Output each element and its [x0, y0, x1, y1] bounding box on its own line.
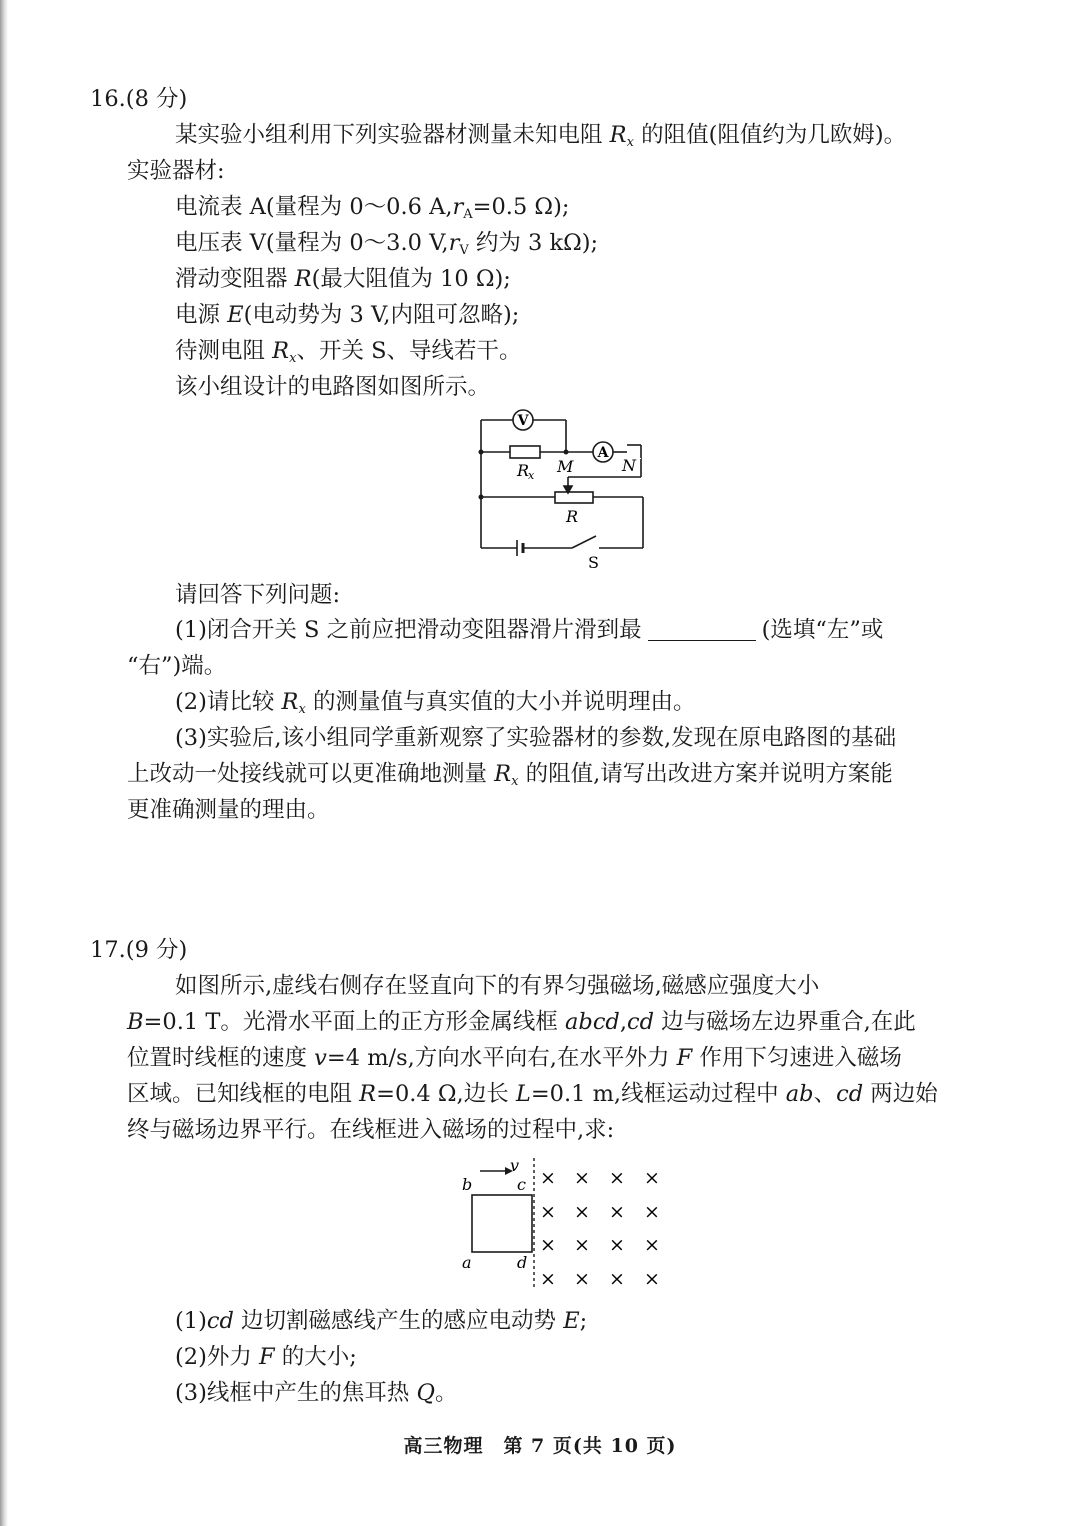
q17-sub3: [175, 1378, 458, 1408]
q17-para-line2: [127, 1007, 916, 1037]
equip-voltmeter-text: 电压表 V(量程为 0～3.0 V,: [175, 230, 449, 256]
q16-number: 16.: [90, 86, 126, 112]
field-cross: ×: [540, 1268, 556, 1290]
q17-para-line1: 如图所示,虚线右侧存在竖直向下的有界匀强磁场,磁感应强度大小: [175, 973, 820, 999]
q16-sub2-text: (2)请比较: [175, 689, 282, 715]
q17-sub1-end: ;: [579, 1308, 588, 1334]
field-cross: ×: [644, 1167, 660, 1189]
field-cross: ×: [609, 1167, 625, 1189]
field-cross: ×: [609, 1201, 625, 1223]
equip-ammeter-text: 电流表 A(量程为 0～0.6 A,: [175, 194, 453, 220]
q16-intro: [175, 120, 906, 150]
equip-others-text-2: 、开关 S、导线若干。: [296, 338, 522, 364]
q17-p3-text: 位置时线框的速度: [127, 1045, 315, 1071]
ammeter-label: A: [597, 445, 609, 461]
q17-para-line4: [127, 1079, 938, 1109]
c-label: c: [517, 1175, 526, 1194]
equip-rheostat-text-2: (最大阻值为 10 Ω);: [311, 266, 511, 292]
q17-sub2-text: (2)外力: [175, 1344, 260, 1370]
e-symbol: E: [227, 302, 244, 328]
rx-symbol-2: R: [272, 338, 290, 364]
q16-sub3-line2: [127, 759, 893, 789]
q16-sub3-text: 上改动一处接线就可以更准确地测量: [127, 761, 495, 787]
r-symbol-2: R: [359, 1081, 377, 1107]
v-symbol: v: [314, 1045, 327, 1071]
rx-subscript: x: [626, 135, 634, 150]
equip-others: [175, 336, 522, 366]
rx-resistor: [510, 446, 540, 458]
rv-symbol: r: [448, 230, 460, 256]
abcd-symbol: abcd: [565, 1009, 620, 1035]
equip-others-text: 待测电阻: [175, 338, 273, 364]
equip-ammeter: [175, 192, 569, 222]
r-symbol: R: [294, 266, 312, 292]
field-cross-grid: [540, 1167, 660, 1290]
rx-symbol-3: R: [281, 689, 299, 715]
q17-score: (9 分): [125, 937, 188, 963]
e-symbol-2: E: [563, 1308, 580, 1334]
q16-sub1-text: (1)闭合开关 S 之前应把滑动变阻器滑片滑到最: [175, 617, 642, 643]
l-symbol: L: [515, 1081, 531, 1107]
d-label: d: [517, 1253, 528, 1272]
junction-left-top: [479, 450, 484, 455]
s-label: S: [588, 553, 599, 572]
answer-blank[interactable]: [648, 618, 756, 641]
junction-left-mid: [479, 495, 484, 500]
circuit-diagram: [470, 402, 660, 574]
page-edge-shadow: [0, 0, 8, 1526]
q16-sub3-line1: (3)实验后,该小组同学重新观察了实验器材的参数,发现在原电路图的基础: [175, 725, 897, 751]
q17-p4-text-3: =0.1 m,线框运动过程中: [530, 1081, 786, 1107]
b-label: b: [462, 1175, 473, 1194]
rx-subscript-2: x: [289, 351, 297, 366]
field-cross: ×: [540, 1201, 556, 1223]
r-label: R: [566, 507, 579, 526]
m-label: M: [557, 457, 574, 476]
q17-sub3-text: (3)线框中产生的焦耳热: [175, 1380, 417, 1406]
field-cross: ×: [574, 1201, 590, 1223]
v-label: v: [510, 1156, 520, 1175]
q17-sub1: [175, 1306, 587, 1336]
q17-p2-text: =0.1 T。光滑水平面上的正方形金属线框: [143, 1009, 565, 1035]
rx-subscript-3: x: [298, 702, 306, 717]
q16-sub1: [175, 615, 883, 645]
q17-sub2-text-2: 的大小;: [274, 1344, 357, 1370]
q17-para-line5: 终与磁场边界平行。在线框进入磁场的过程中,求:: [127, 1117, 615, 1143]
f-symbol: F: [676, 1045, 693, 1071]
page-footer: 高三物理 第 7 页(共 10 页): [403, 1435, 677, 1457]
q17-sub1-num: (1): [175, 1308, 207, 1334]
equip-voltmeter-text-2: 约为 3 kΩ);: [468, 230, 599, 256]
q17-p2-text-2: 边与磁场左边界重合,在此: [654, 1009, 916, 1035]
q16-sub2: [175, 687, 695, 717]
field-cross: ×: [609, 1234, 625, 1256]
magnetic-field-figure: [455, 1155, 670, 1295]
q17-p3-text-3: 作用下匀速进入磁场: [692, 1045, 902, 1071]
cd-symbol-2: cd: [836, 1081, 864, 1107]
f-symbol-2: F: [259, 1344, 275, 1370]
field-cross: ×: [644, 1234, 660, 1256]
b-symbol: B: [127, 1009, 144, 1035]
rx-symbol: R: [609, 122, 627, 148]
q17-sub3-end: 。: [434, 1380, 458, 1406]
q17-number: 17.: [90, 937, 126, 963]
rx-label: R: [517, 461, 530, 480]
rx-symbol-4: R: [494, 761, 512, 787]
equip-source: [175, 300, 519, 330]
ra-subscript: A: [463, 207, 473, 222]
q16-intro-text-2: 的阻值(阻值约为几欧姆)。: [633, 122, 907, 148]
field-cross: ×: [644, 1201, 660, 1223]
q17-sub2: [175, 1342, 357, 1372]
field-cross: ×: [540, 1234, 556, 1256]
q16-sub3-text-2: 的阻值,请写出改进方案并说明方案能: [518, 761, 893, 787]
q16-score: (8 分): [125, 86, 188, 112]
q17-p3-text-2: =4 m/s,方向水平向右,在水平外力: [326, 1045, 677, 1071]
a-label: a: [462, 1253, 472, 1272]
equip-ammeter-text-2: =0.5 Ω);: [472, 194, 570, 220]
q17-p2-comma: ,: [619, 1009, 627, 1035]
q17-para-line3: [127, 1043, 902, 1073]
switch-blade: [572, 536, 596, 548]
cd-symbol-3: cd: [206, 1308, 234, 1334]
rx-subscript-4: x: [511, 774, 519, 789]
equip-heading: 实验器材:: [127, 158, 225, 184]
q16-sub2-text-2: 的测量值与真实值的大小并说明理由。: [305, 689, 696, 715]
field-cross: ×: [574, 1234, 590, 1256]
q16-sub1-text-2: (选填“左”或: [761, 617, 884, 643]
field-cross: ×: [574, 1167, 590, 1189]
q17-p4-sep: 、: [813, 1081, 837, 1107]
q16-intro-text: 某实验小组利用下列实验器材测量未知电阻: [175, 122, 610, 148]
cd-symbol: cd: [626, 1009, 654, 1035]
q17-sub1-text: 边切割磁感线产生的感应电动势: [233, 1308, 564, 1334]
square-frame: [472, 1195, 532, 1252]
field-cross: ×: [609, 1268, 625, 1290]
q-symbol: Q: [416, 1380, 435, 1406]
circuit-intro: 该小组设计的电路图如图所示。: [175, 374, 491, 400]
equip-source-text: 电源: [175, 302, 228, 328]
q17-p4-text: 区域。已知线框的电阻: [127, 1081, 360, 1107]
q17-p4-text-4: 两边始: [863, 1081, 938, 1107]
equip-voltmeter: [175, 228, 598, 258]
q16-sub3-line3: 更准确测量的理由。: [127, 797, 330, 823]
equip-rheostat: [175, 264, 511, 294]
answer-prompt: 请回答下列问题:: [175, 582, 341, 608]
q16-header: [90, 84, 187, 114]
field-cross: ×: [644, 1268, 660, 1290]
rheostat: [555, 492, 593, 503]
field-cross: ×: [540, 1167, 556, 1189]
rx-label-sub: x: [528, 469, 535, 482]
q17-header: [90, 935, 187, 965]
voltmeter-label: V: [517, 413, 529, 429]
junction-m: [564, 450, 569, 455]
ab-symbol: ab: [785, 1081, 814, 1107]
ra-symbol: r: [452, 194, 464, 220]
rv-subscript: V: [459, 243, 469, 258]
equip-rheostat-text: 滑动变阻器: [175, 266, 295, 292]
n-label: N: [622, 456, 636, 475]
field-cross: ×: [574, 1268, 590, 1290]
q16-sub1-cont: “右”)端。: [127, 653, 227, 679]
equip-source-text-2: (电动势为 3 V,内阻可忽略);: [243, 302, 520, 328]
q17-p4-text-2: =0.4 Ω,边长: [376, 1081, 516, 1107]
